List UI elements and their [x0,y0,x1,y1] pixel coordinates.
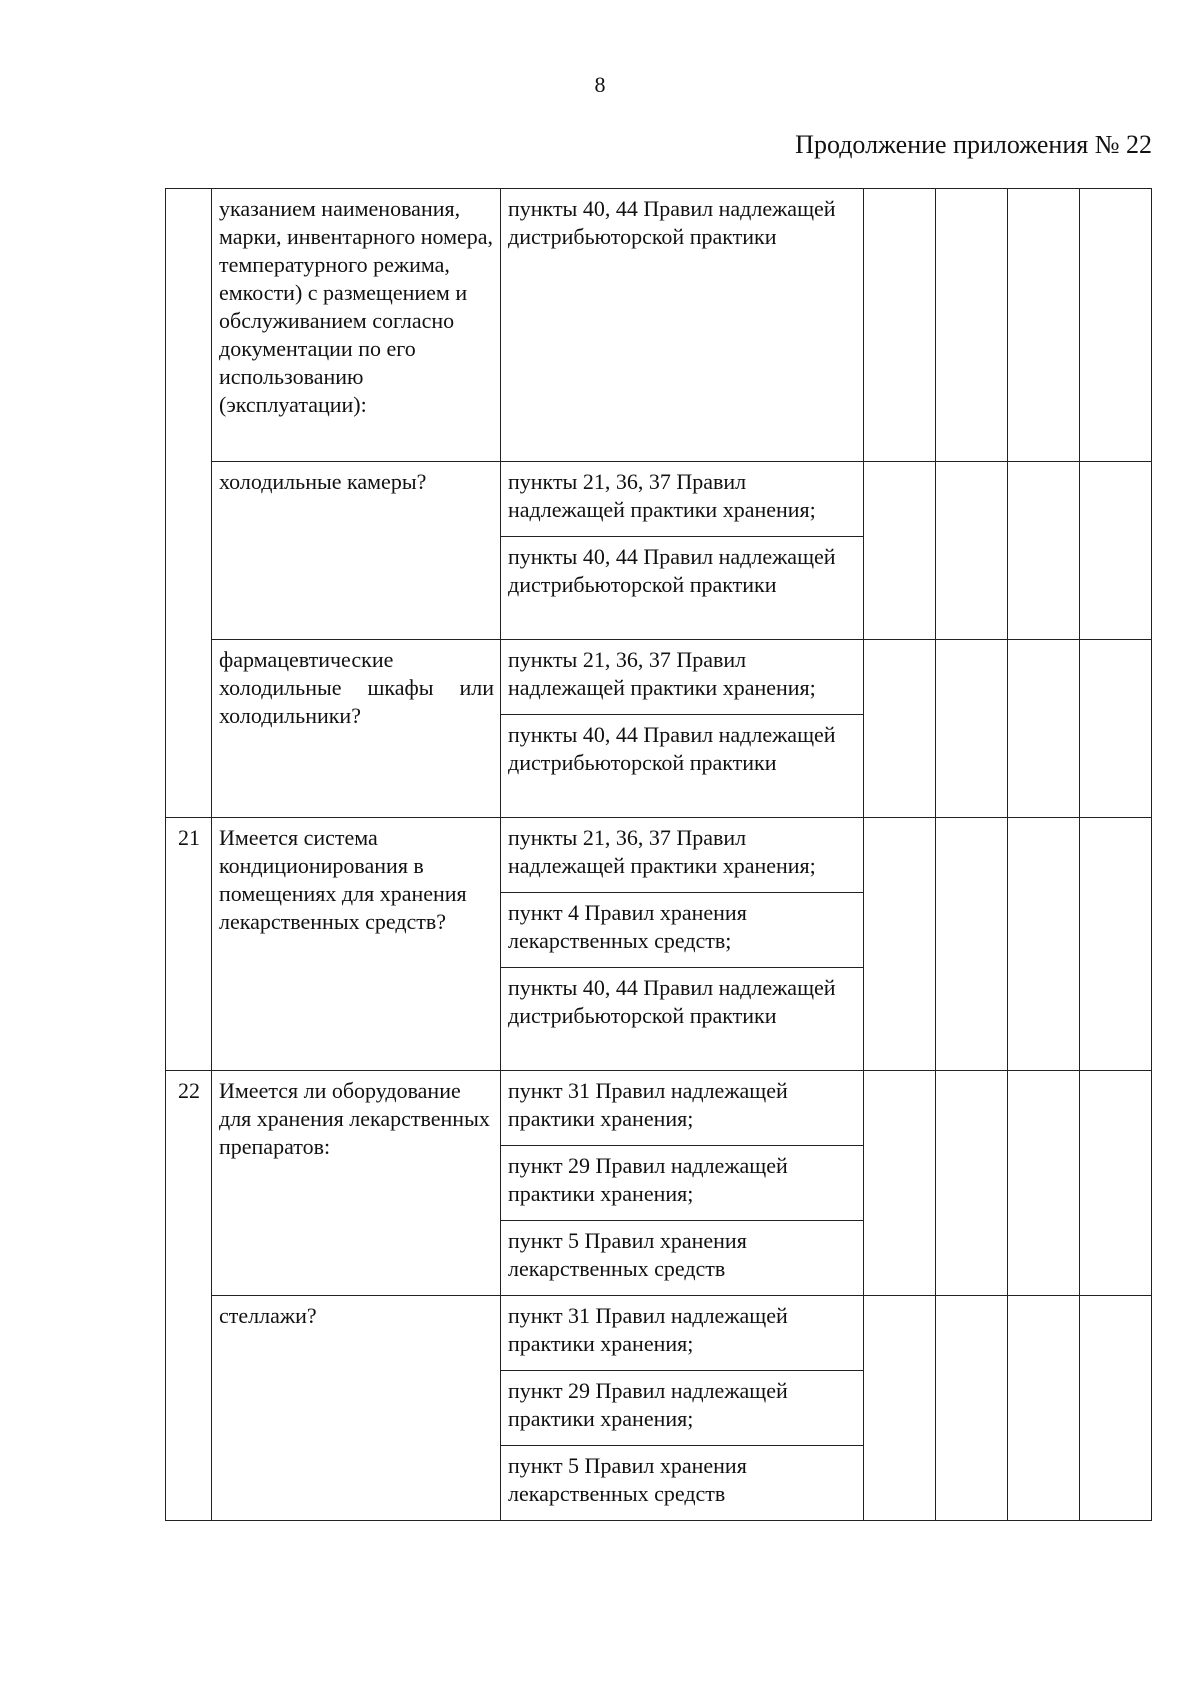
table-row [166,189,1152,462]
answer-no-cell[interactable] [936,640,1008,818]
appendix-continuation-title: Продолжение приложения № 22 [795,130,1152,159]
answer-yes-cell[interactable] [864,1071,936,1296]
answer-no-cell[interactable] [936,462,1008,640]
question-cell: стеллажи? [212,1296,501,1521]
answer-na-cell[interactable] [1008,818,1080,1071]
table-row [166,640,1152,715]
checklist-table [165,188,1152,1521]
reference-cell: пункты 40, 44 Правил надлежащей дистрибьюторской практики [501,537,864,640]
reference-cell: пункт 4 Правил хранения лекарственных средств; [501,893,864,968]
answer-na-cell[interactable] [1008,1071,1080,1296]
reference-cell: пункты 21, 36, 37 Правил надлежащей практики хранения; [501,818,864,893]
question-cell: Имеется система кондиционирования в помещениях для хранения лекарственных средств? [212,818,501,1071]
table-row [166,818,1152,893]
answer-no-cell[interactable] [936,818,1008,1071]
answer-yes-cell[interactable] [864,1296,936,1521]
row-number: 21 [166,818,212,1071]
question-cell: холодильные камеры? [212,462,501,640]
question-cell: Имеется ли оборудование для хранения лекарственных препаратов: [212,1071,501,1296]
question-cell: указанием наименования, марки, инвентарного номера, температурного режима, емкости) с размещением и обслуживанием согласно документации по его использованию (эксплуатации): [212,189,501,462]
answer-yes-cell[interactable] [864,462,936,640]
comment-cell[interactable] [1080,640,1152,818]
page-number: 8 [594,72,606,97]
reference-cell: пункты 21, 36, 37 Правил надлежащей практики хранения; [501,640,864,715]
answer-na-cell[interactable] [1008,189,1080,462]
answer-na-cell[interactable] [1008,462,1080,640]
comment-cell[interactable] [1080,818,1152,1071]
table-row [166,1296,1152,1371]
reference-cell: пункт 31 Правил надлежащей практики хранения; [501,1296,864,1371]
comment-cell[interactable] [1080,189,1152,462]
answer-na-cell[interactable] [1008,1296,1080,1521]
reference-cell: пункты 40, 44 Правил надлежащей дистрибьюторской практики [501,189,864,462]
answer-yes-cell[interactable] [864,640,936,818]
reference-cell: пункты 21, 36, 37 Правил надлежащей практики хранения; [501,462,864,537]
reference-cell: пункт 29 Правил надлежащей практики хранения; [501,1146,864,1221]
answer-no-cell[interactable] [936,1071,1008,1296]
question-cell: фармацевтические холодильные шкафы или холодильники? [212,640,501,818]
reference-cell: пункты 40, 44 Правил надлежащей дистрибьюторской практики [501,715,864,818]
answer-yes-cell[interactable] [864,818,936,1071]
comment-cell[interactable] [1080,1296,1152,1521]
row-number: 22 [166,1071,212,1521]
answer-na-cell[interactable] [1008,640,1080,818]
reference-cell: пункт 29 Правил надлежащей практики хранения; [501,1371,864,1446]
answer-no-cell[interactable] [936,1296,1008,1521]
comment-cell[interactable] [1080,1071,1152,1296]
reference-cell: пункт 5 Правил хранения лекарственных средств [501,1446,864,1521]
table-row [166,462,1152,537]
table-row [166,1071,1152,1146]
reference-cell: пункт 31 Правил надлежащей практики хранения; [501,1071,864,1146]
row-number [166,189,212,818]
answer-yes-cell[interactable] [864,189,936,462]
reference-cell: пункты 40, 44 Правил надлежащей дистрибьюторской практики [501,968,864,1071]
comment-cell[interactable] [1080,462,1152,640]
answer-no-cell[interactable] [936,189,1008,462]
reference-cell: пункт 5 Правил хранения лекарственных средств [501,1221,864,1296]
